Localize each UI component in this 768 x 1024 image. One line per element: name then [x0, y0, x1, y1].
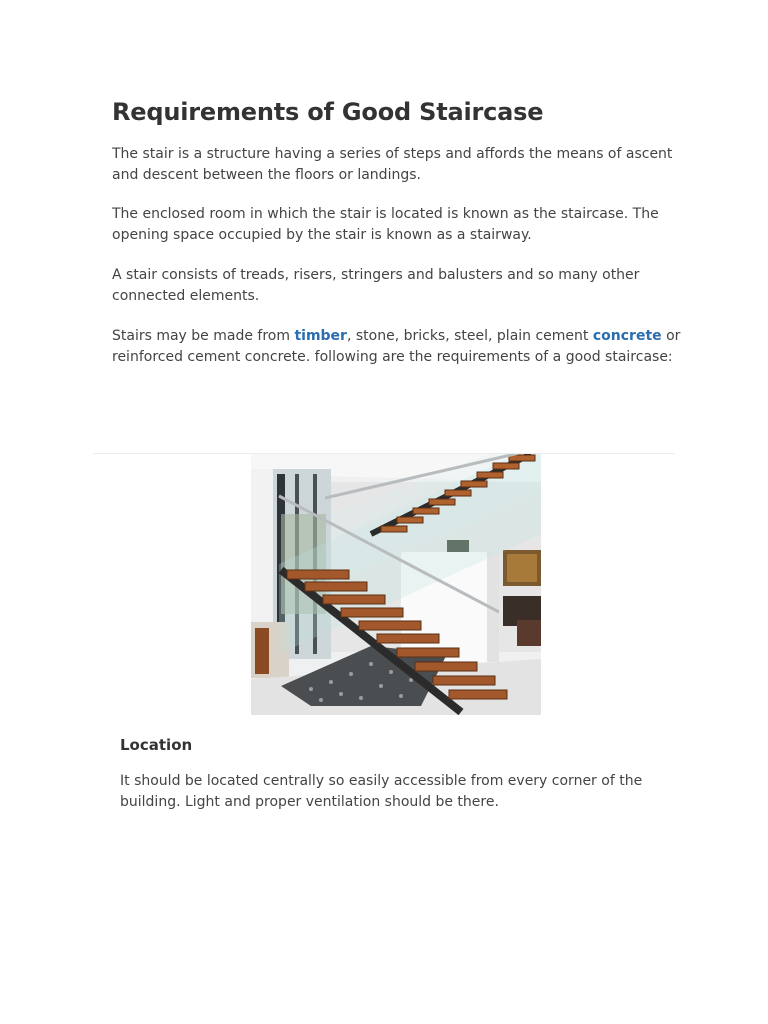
staircase-definition-paragraph: The enclosed room in which the stair is located is known as the staircase. The opening space occupied by the stair is known as a stairway.	[112, 206, 659, 243]
intro-paragraph: The stair is a structure having a series of steps and affords the means of ascent and descent between the floors or landings.	[112, 146, 673, 183]
staircase-image	[251, 454, 541, 715]
stair-elements-paragraph: A stair consists of treads, risers, stringers and balusters and so many other connected elements.	[112, 267, 640, 304]
materials-text-end: or reinforced cement concrete. following are the requirements of a good staircase:	[112, 328, 681, 365]
article	[112, 96, 682, 365]
staircase-illustration	[251, 454, 541, 715]
timber-link[interactable]: timber	[294, 328, 347, 344]
materials-paragraph	[112, 326, 682, 367]
materials-text-start: Stairs may be made from	[112, 328, 295, 344]
concrete-link[interactable]: concrete	[592, 328, 662, 344]
location-heading: Location	[120, 736, 193, 754]
location-section	[120, 735, 680, 812]
page-title: Requirements of Good Staircase	[112, 98, 544, 126]
location-paragraph: It should be located centrally so easily accessible from every corner of the building. Light and proper ventilation should be there.	[120, 773, 643, 810]
materials-text-middle: , stone, bricks, steel, plain cement	[346, 328, 593, 344]
